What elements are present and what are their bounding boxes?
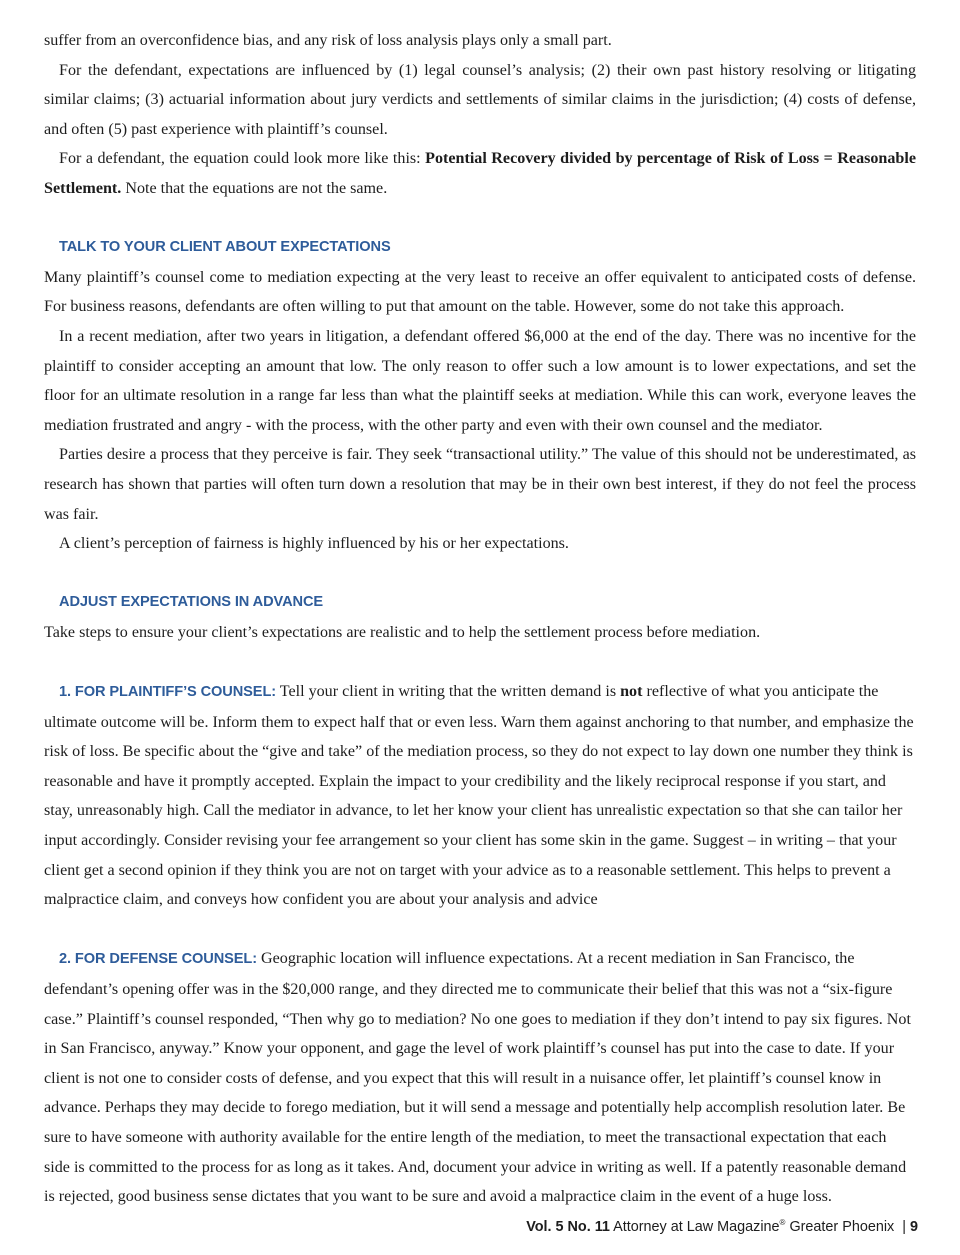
spacer (44, 204, 916, 234)
talk-paragraph-3: Parties desire a process that they perceive is fair. They seek “transactional utility.” The value of this should not be underestimated, as research has shown that parties will often turn down a resolution that may be in their own best interest, if they do not feel the process was fair. (44, 446, 916, 523)
adjust-paragraph-1: Take steps to ensure your client’s expectations are realistic and to help the settlement process before mediation. (44, 623, 761, 641)
talk-paragraph-1: Many plaintiff’s counsel come to mediation expecting at the very least to receive an offer equivalent to anticipated costs of defense. For business reasons, defendants are often willing to put that amount on the table. However, some do not take this approach. (44, 268, 916, 316)
page-footer (526, 1219, 918, 1235)
defense-text: Geographic location will influence expectations. At a recent mediation in San Francisco, the defendant’s opening offer was in the $20,000 range, and they directed me to communicate their belief that this was not a “six-figure case.” Plaintiff’s counsel responded, “Then why go to mediation? No one goes to mediation if they don’t intend to pay six figures. Not in San Francisco, anyway.” Know your opponent, and gage the level of work plaintiff’s counsel has put into the case to date. If your client is not one to consider costs of defense, and you expect that this will result in a nuisance offer, let plaintiff’s counsel know in advance. Perhaps they may decide to forego mediation, but it will send a message and potentially help accomplish resolution later. Be sure to have someone with authority available for the entire length of the mediation, to meet the transactional expectation that each side is committed to the process for as long as it takes. And, document your advice in writing as well. If a patently reasonable demand is rejected, good business sense dictates that you want to be sure and avoid a malpractice claim in the event of a huge loss. (44, 950, 911, 1206)
section-heading-adjust: ADJUST EXPECTATIONS IN ADVANCE (59, 594, 324, 611)
plaintiff-counsel-paragraph (44, 677, 916, 915)
plaintiff-counsel-label: 1. FOR PLAINTIFF’S COUNSEL: (59, 684, 277, 701)
article-body (44, 26, 916, 1212)
page-number: 9 (909, 1219, 918, 1235)
spacer (44, 559, 916, 589)
defense-counsel-label: 2. FOR DEFENSE COUNSEL: (59, 951, 257, 968)
defense-counsel-paragraph (44, 944, 916, 1211)
spacer (44, 915, 916, 945)
spacer (44, 647, 916, 677)
equation-lead: For a defendant, the equation could look more like this: (59, 150, 426, 168)
footer-city: Greater Phoenix (789, 1219, 895, 1235)
equation-note: Note that the equations are not the same. (121, 179, 388, 197)
equation-bold: Potential Recovery divided by percentage of Risk of Loss = Reasonable Settlement. (44, 150, 916, 197)
intro-paragraph-1: suffer from an overconfidence bias, and any risk of loss analysis plays only a small part. (44, 32, 612, 49)
footer-volume: Vol. 5 No. 11 (526, 1219, 610, 1235)
footer-publication: Attorney at Law Magazine (613, 1219, 780, 1235)
section-heading-talk: TALK TO YOUR CLIENT ABOUT EXPECTATIONS (59, 239, 391, 256)
registered-mark: ® (779, 1218, 786, 1228)
plaintiff-text-bold: not (620, 683, 643, 701)
plaintiff-text-a: Tell your client in writing that the written demand is (276, 683, 621, 701)
plaintiff-text-b: reflective of what you anticipate the ultimate outcome will be. Inform them to expect half that or even less. Warn them against anchoring to that number, and emphasize the risk of loss. Be specific about the “give and take” of the mediation process, so they do not expect to lay down one number they think is reasonable and have it promptly accepted. Explain the impact to your credibility and the likely reciprocal response if you start, and stay, unreasonably high. Call the mediator in advance, to let her know your client has unrealistic expectation so that she can tailor her input accordingly. Consider revising your fee arrangement so your client has some skin in the game. Suggest – in writing – that your client get a second opinion if they think you are not on target with your advice as to a reasonable settlement. This helps to prevent a malpractice claim, and conveys how confident you are about your analysis and advice (44, 683, 914, 909)
footer-separator: | (902, 1219, 906, 1235)
talk-paragraph-4: A client’s perception of fairness is highly influenced by his or her expectations. (59, 535, 569, 553)
intro-paragraph-3 (44, 144, 916, 203)
intro-paragraph-2: For the defendant, expectations are influenced by (1) legal counsel’s analysis; (2) their own past history resolving or litigating similar claims; (3) actuarial information about jury verdicts and settlements of similar claims in the jurisdiction; (4) costs of defense, and often (5) past experience with plaintiff’s counsel. (44, 61, 916, 138)
talk-paragraph-2: In a recent mediation, after two years in litigation, a defendant offered $6,000 at the end of the day. There was no incentive for the plaintiff to consider accepting an amount that low. The only reason to offer such a low amount is to lower expectations, and set the floor for an ultimate resolution in a range far less than what the plaintiff seeks at mediation. While this can work, everyone leaves the mediation frustrated and angry - with the process, with the other party and even with their own counsel and the mediator. (44, 327, 916, 434)
